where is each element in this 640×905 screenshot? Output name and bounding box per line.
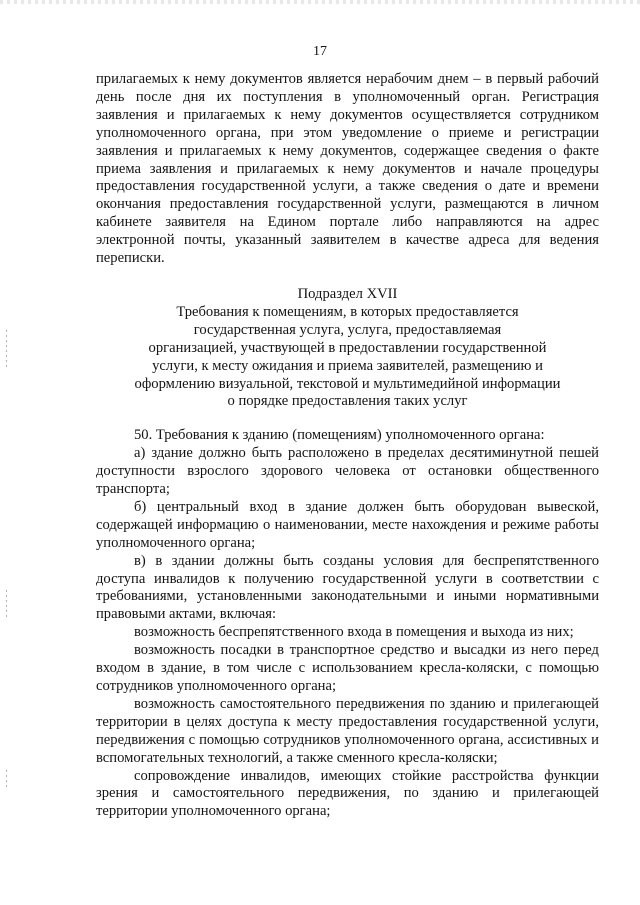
section-label: Подраздел XVII [297, 285, 398, 302]
section-title-line: Требования к помещениям, в которых предоставляется [176, 303, 519, 320]
scan-margin-mark [6, 330, 7, 370]
body-paragraph: в) в здании должны быть созданы условия для беспрепятственного доступа инвалидов к получению государственной услуги в соответствии с требованиями, установленными законодательными и иными нормативными правовыми актами, включая: [96, 552, 599, 623]
section-heading [96, 286, 599, 411]
page-number: 17 [313, 44, 327, 59]
body-paragraph: возможность посадки в транспортное средство и высадки из него перед входом в здание, в том числе с использованием кресла-коляски, с помощью сотрудников уполномоченного органа; [96, 642, 599, 694]
body-paragraph: сопровождение инвалидов, имеющих стойкие расстройства функции зрения и самостоятельного передвижения, по зданию и прилегающей территории уполномоченного органа; [96, 767, 599, 820]
document-body [96, 71, 599, 821]
body-paragraph: 50. Требования к зданию (помещениям) уполномоченного органа: [134, 427, 545, 444]
body-paragraph: возможность самостоятельного передвижения по зданию и прилегающей территории в целях доступа к месту предоставления государственной услуги, передвижения с помощью сотрудников уполномоченного органа, ассистивных и вспомогательных технологий, а также сменного кресла-коляски; [96, 695, 599, 766]
body-paragraph: а) здание должно быть расположено в пределах десятиминутной пешей доступности взрослого здорового человека от остановки общественного транспорта; [96, 445, 599, 498]
body-paragraph: б) центральный вход в здание должен быть оборудован вывеской, содержащей информацию о наименовании, месте нахождения и режиме работы уполномоченного органа; [96, 498, 599, 551]
scan-margin-mark [6, 770, 7, 790]
scan-margin-mark [6, 590, 7, 620]
intro-paragraph: прилагаемых к нему документов является нерабочим днем – в первый рабочий день после дня их поступления в уполномоченный орган. Регистрация заявления и прилагаемых к нему документов осуществляется сотрудником уполномоченного органа, при этом уведомление о приеме и регистрации заявления и прилагаемых к нему документов, содержащее сведения о факте приема заявления и прилагаемых к нему документов и начале процедуры предоставления государственной услуги, а также сведения о дате и времени окончания предоставления государственной услуги, размещаются в личном кабинете заявителя на Едином портале либо направляются на адрес электронной почты, указанный заявителем в качестве адреса для ведения переписки. [96, 71, 599, 267]
section-title-line: услуги, к месту ожидания и приема заявителей, размещению и [152, 357, 543, 374]
section-title-line: оформлению визуальной, текстовой и мультимедийной информации [134, 375, 561, 392]
section-title-line: государственная услуга, услуга, предоставляемая [193, 321, 502, 338]
scan-artifact-top [0, 0, 640, 4]
section-title-line: организацией, участвующей в предоставлении государственной [148, 339, 547, 356]
section-title-line: о порядке предоставления таких услуг [227, 393, 468, 410]
body-paragraph: возможность беспрепятственного входа в помещения и выхода из них; [134, 624, 574, 641]
